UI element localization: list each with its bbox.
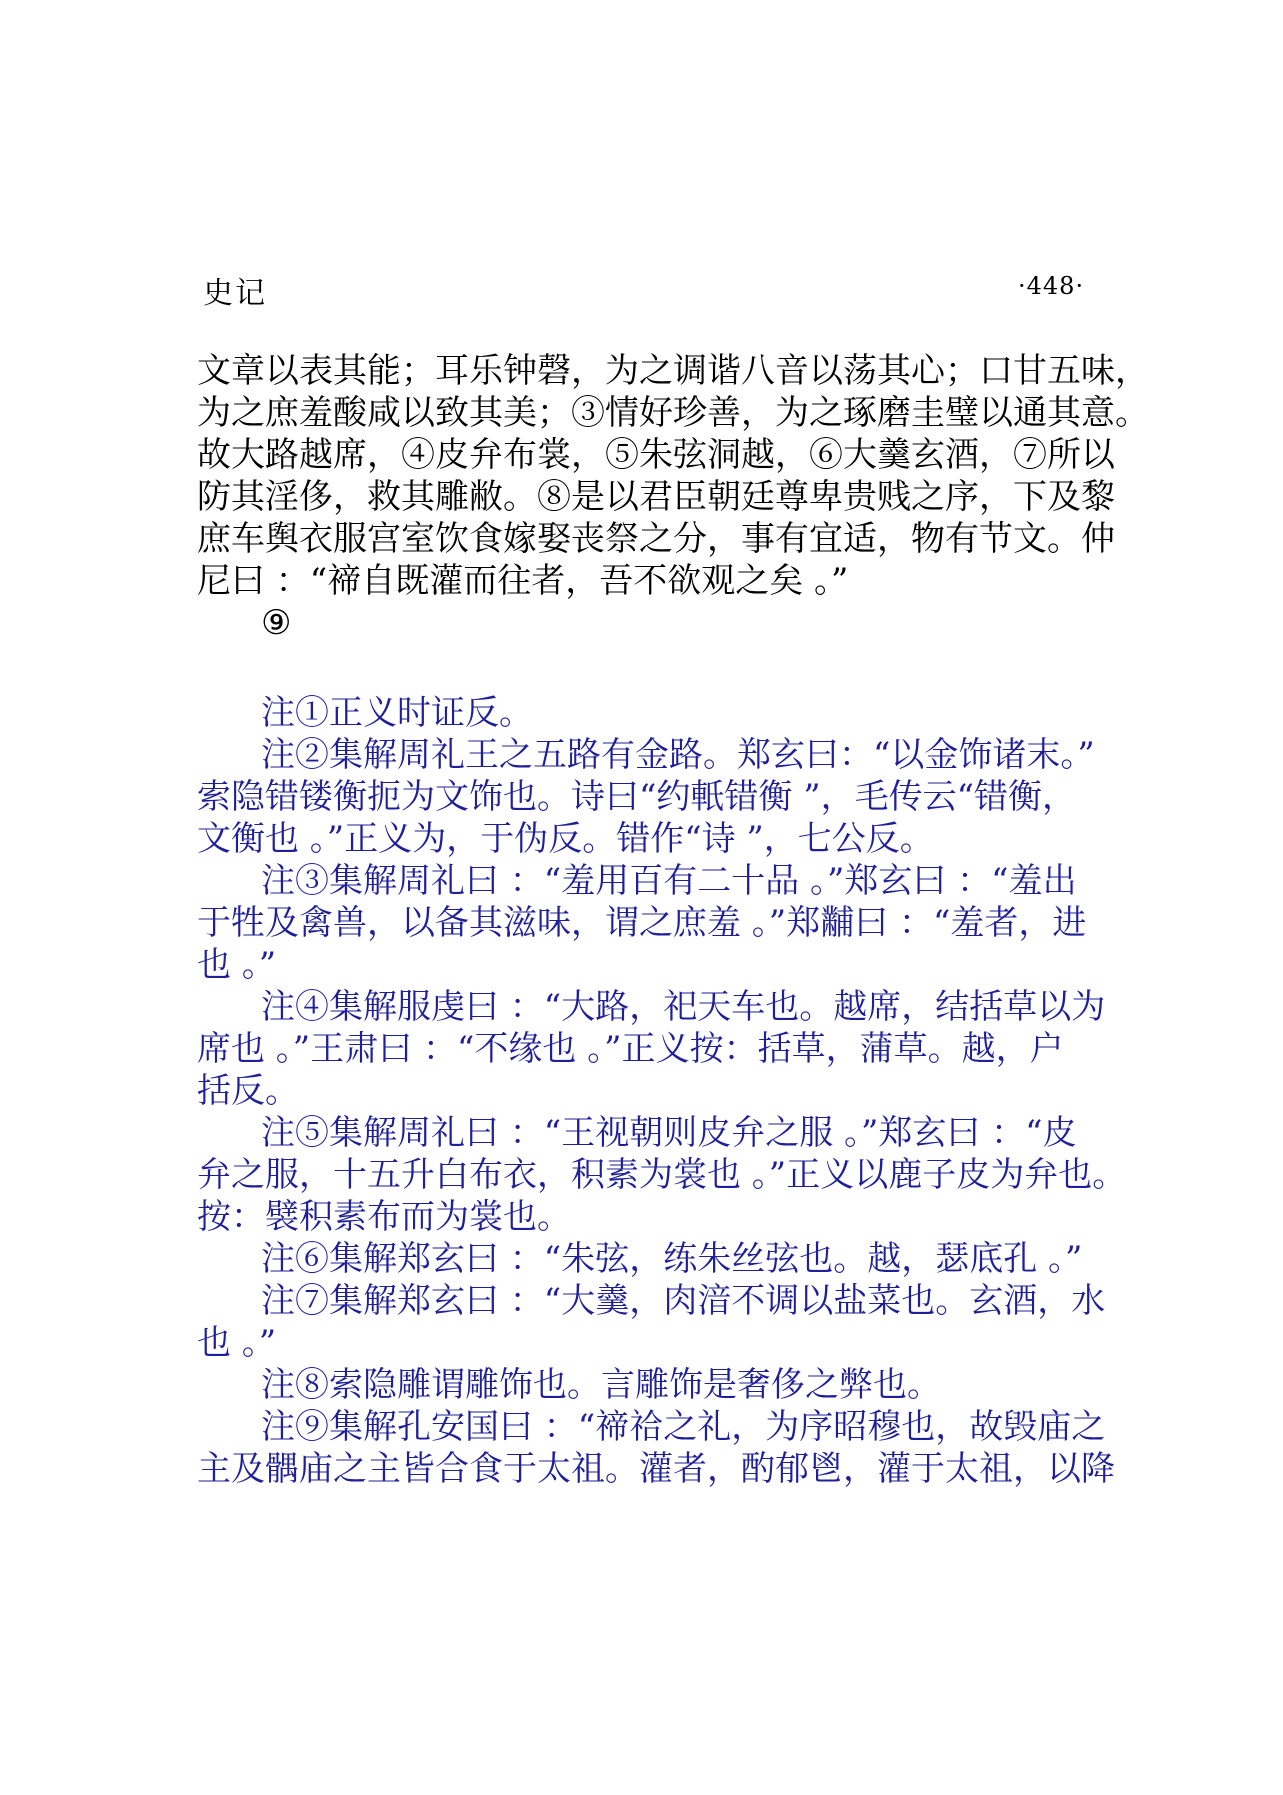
note-line: 注⑥集解郑玄曰 ：“朱弦，练朱丝弦也。越，瑟底孔 。” (261, 1239, 1083, 1279)
note-line: 按：襞积素布而为裳也。 (197, 1197, 571, 1237)
note-line: 也 。” (197, 945, 277, 985)
main-text-line: 防其淫侈，救其雕敝。⑧是以君臣朝廷尊卑贵贱之序，下及黎 (197, 477, 1115, 517)
footnote-marker: ⑨ (261, 603, 292, 643)
main-text-line: 文章以表其能；耳乐钟磬，为之调谐八音以荡其心；口甘五味， (197, 351, 1149, 391)
main-text-line: 尼曰 ：“禘自既灌而往者，吾不欲观之矣 。” (197, 561, 849, 601)
note-line: 也 。” (197, 1323, 277, 1363)
note-line: 注⑧索隐雕谓雕饰也。言雕饰是奢侈之弊也。 (261, 1365, 941, 1405)
note-line: 注④集解服虔曰 ：“大路，祀天车也。越席，结括草以为 (261, 987, 1106, 1027)
main-text-line: 为之庶羞酸咸以致其美；③情好珍善，为之琢磨圭璧以通其意。 (197, 393, 1149, 433)
page-number: ·448· (1018, 272, 1085, 300)
note-line: 于牲及禽兽，以备其滋味，谓之庶羞 。”郑黼曰 ：“羞者，进 (197, 903, 1087, 943)
note-line: 文衡也 。”正义为，于伪反。错作“诗 ”，七公反。 (197, 819, 934, 859)
note-line: 括反。 (197, 1071, 299, 1111)
note-line: 索隐错镂衡扼为文饰也。诗曰“约軝错衡 ”，毛传云“错衡， (197, 777, 1076, 817)
book-title: 史记 (203, 276, 267, 311)
note-line: 注⑦集解郑玄曰 ：“大羹，肉湆不调以盐菜也。玄酒，水 (261, 1281, 1106, 1321)
note-line: 弁之服，十五升白布衣，积素为裳也 。”正义以鹿子皮为弁也。 (197, 1155, 1127, 1195)
note-line: 注②集解周礼王之五路有金路。郑玄曰：“以金饰诸末。” (261, 735, 1095, 775)
main-text-line: 庶车舆衣服宫室饮食嫁娶丧祭之分，事有宜适，物有节文。仲 (197, 519, 1115, 559)
note-line: 注①正义时证反。 (261, 693, 533, 733)
note-line: 注⑨集解孔安国曰 ：“禘祫之礼，为序昭穆也，故毁庙之 (261, 1407, 1106, 1447)
main-text-line: 故大路越席，④皮弁布裳，⑤朱弦洞越，⑥大羹玄酒，⑦所以 (197, 435, 1115, 475)
note-line: 席也 。”王肃曰 ：“不缘也 。”正义按：括草，蒲草。越，户 (197, 1029, 1064, 1069)
note-line: 注③集解周礼曰 ：“羞用百有二十品 。”郑玄曰 ：“羞出 (261, 861, 1077, 901)
note-line: 主及髃庙之主皆合食于太祖。灌者，酌郁鬯，灌于太祖，以降 (197, 1449, 1115, 1489)
page-header (0, 268, 1283, 311)
note-line: 注⑤集解周礼曰 ：“王视朝则皮弁之服 。”郑玄曰 ：“皮 (261, 1113, 1077, 1153)
